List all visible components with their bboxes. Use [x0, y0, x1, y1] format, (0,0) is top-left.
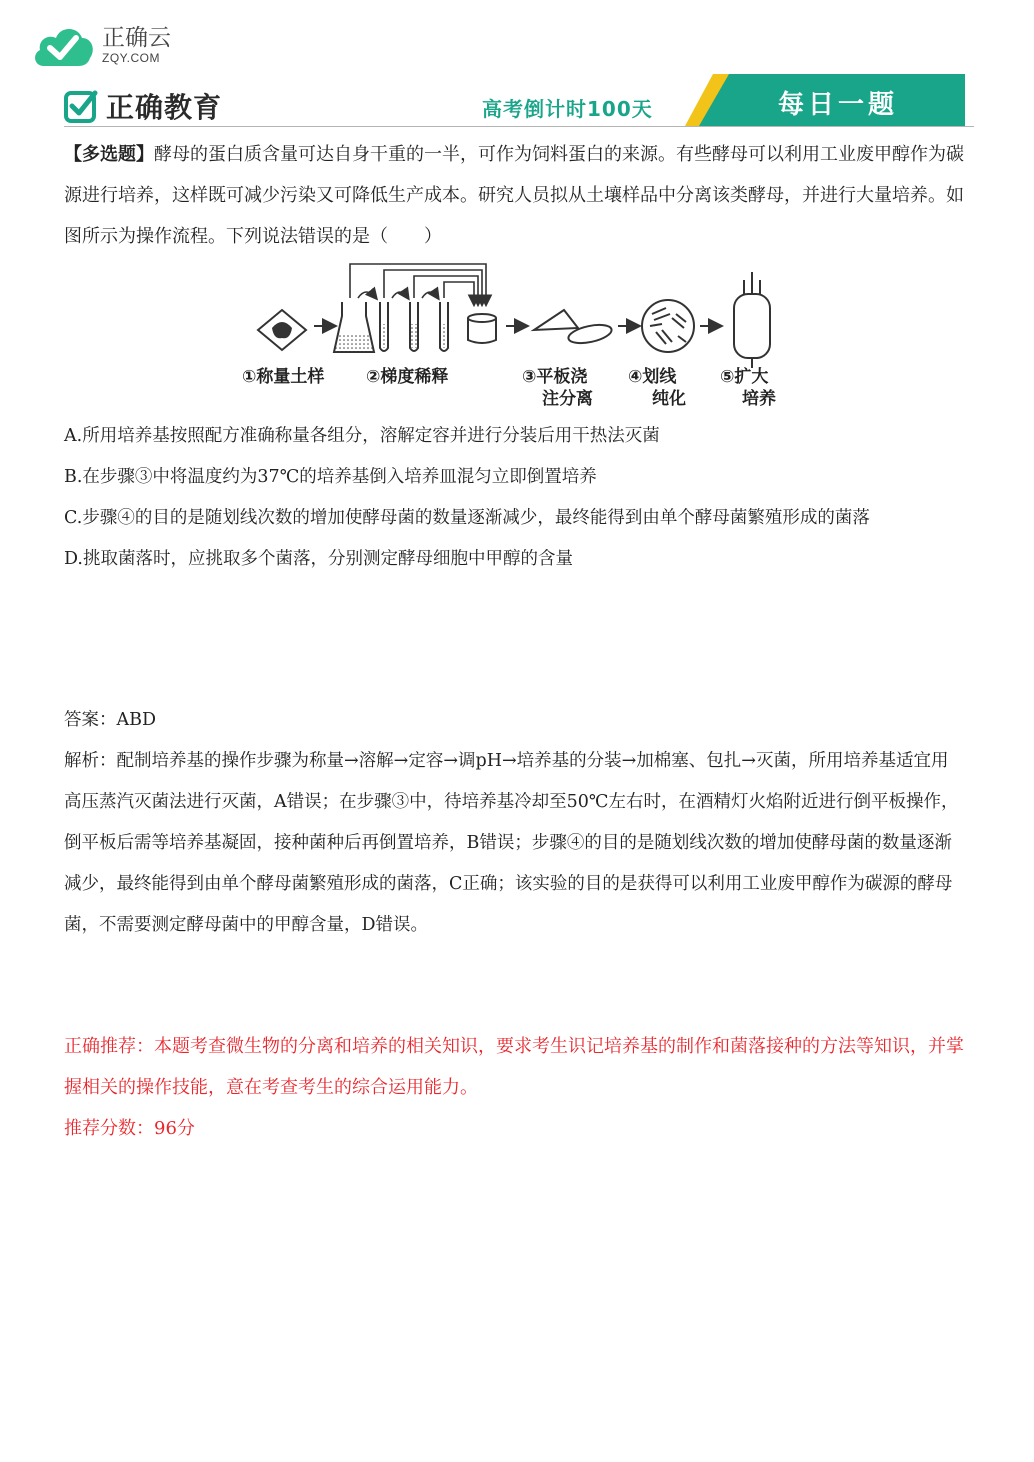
- logo-name-en: ZQY.COM: [102, 51, 160, 65]
- answer-line: 答案：ABD: [64, 710, 157, 730]
- brand-header: [64, 86, 222, 126]
- weighing-soil-illustration: [258, 310, 306, 350]
- brand-name: 正确教育: [106, 91, 223, 124]
- plate-pouring-illustration: [534, 310, 613, 346]
- step-label-2: ②梯度稀释: [366, 367, 449, 387]
- transfer-arrows: [350, 264, 486, 304]
- fermenter-illustration: [734, 272, 770, 368]
- option-d[interactable]: D.挑取菌落时，应挑取多个菌落，分别测定酵母细胞中甲醇的含量: [64, 549, 573, 569]
- streak-plate-illustration: [642, 300, 694, 352]
- question-type-tag: 【多选题】: [64, 144, 154, 165]
- step-label-3: ③平板浇注分离: [522, 367, 593, 409]
- analysis-text: 解析：配制培养基的操作步骤为称量→溶解→定容→调pH→培养基的分装→加棉塞、包扎→灭菌，所用培养基适宜用高压蒸汽灭菌法进行灭菌，A错误；在步骤③中，待培养基冷却至50℃左右时，在酒精灯火焰附近进行倒平板操作，倒平板后需等培养基凝固，接种菌种后再倒置培养，B错误；步骤④的目的是随划线次数的增加使酵母菌的数量逐渐减少，最终能得到由单个酵母菌繁殖形成的菌落，C正确；该实验的目的是获得可以利用工业废甲醇作为碳源的酵母菌，不需要测定酵母菌中的甲醇含量，D错误。: [64, 751, 959, 935]
- site-logo[interactable]: [30, 20, 171, 70]
- checkbox-icon: [64, 89, 98, 123]
- question-body: 酵母的蛋白质含量可达自身干重的一半，可作为饲料蛋白的来源。有些酵母可以利用工业废甲醇作为碳源进行培养，这样既可减少污染又可降低生产成本。研究人员拟从土壤样品中分离该类酵母，并进行大量培养。如图所示为操作流程。下列说法错误的是（ ）: [64, 144, 964, 247]
- step-label-4: ④划线纯化: [628, 367, 686, 409]
- dilution-flask: [334, 302, 374, 352]
- answer-options: [64, 416, 964, 580]
- recommendation-text: 正确推荐：本题考查微生物的分离和培养的相关知识，要求考生识记培养基的制作和菌落接种的方法等知识，并掌握相关的操作技能，意在考查考生的综合运用能力。: [64, 1036, 964, 1098]
- logo-name-cn: 正确云: [102, 25, 171, 51]
- step-label-1: ①称量土样: [242, 367, 325, 387]
- procedure-diagram: [238, 258, 798, 410]
- test-tubes: [380, 302, 448, 351]
- header-divider: [64, 126, 974, 127]
- option-a[interactable]: A.所用培养基按照配方准确称量各组分，溶解定容并进行分装后用干热法灭菌: [64, 426, 660, 446]
- question-stem: [64, 134, 964, 257]
- recommend-score: 推荐分数：96分: [64, 1118, 195, 1139]
- option-c[interactable]: C.步骤④的目的是随划线次数的增加使酵母菌的数量逐渐减少，最终能得到由单个酵母菌繁殖形成的菌落: [64, 508, 870, 528]
- cloud-check-icon: [30, 20, 96, 70]
- daily-question-label: 每日一题: [778, 90, 899, 120]
- option-b[interactable]: B.在步骤③中将温度约为37℃的培养基倒入培养皿混匀立即倒置培养: [64, 467, 597, 487]
- culture-plate-stack: [468, 314, 496, 343]
- step-label-5: ⑤扩大培养: [720, 367, 776, 409]
- countdown-label: 高考倒计时100天: [482, 97, 653, 121]
